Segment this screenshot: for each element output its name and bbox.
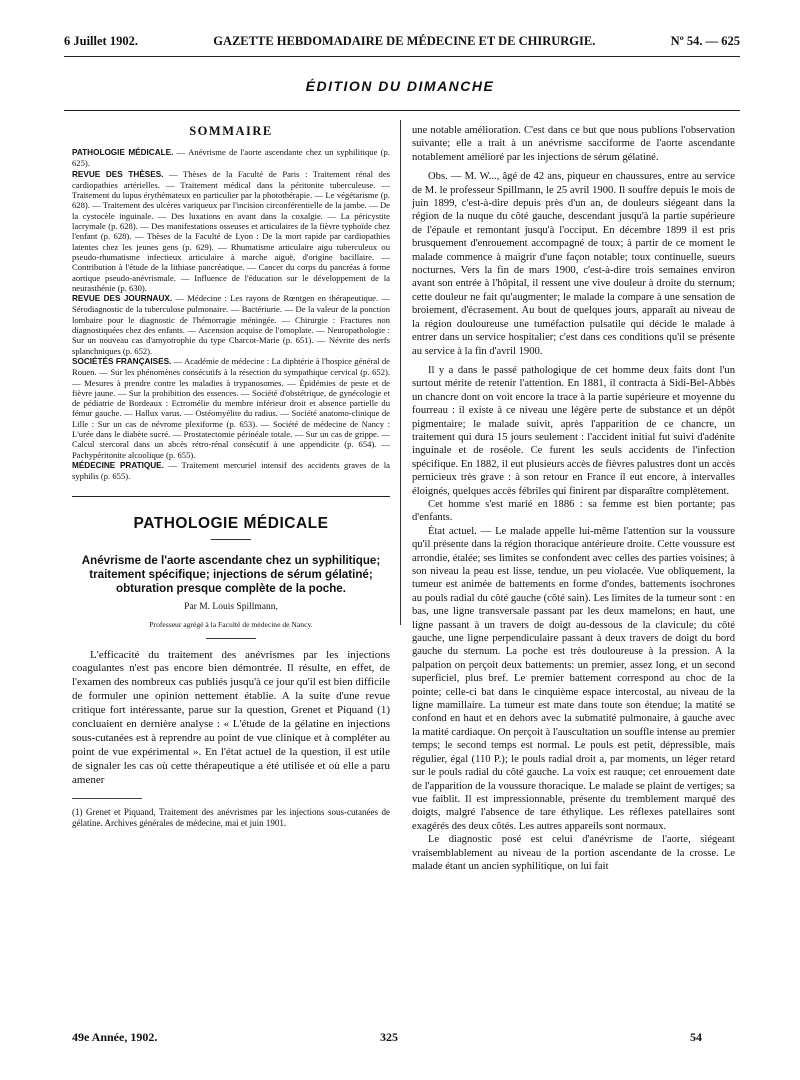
footer-page-number: 325 — [380, 1030, 398, 1044]
edition-label: ÉDITION DU DIMANCHE — [305, 78, 495, 94]
sommaire-entry-head: REVUE DES JOURNAUX. — [72, 294, 173, 304]
header-journal-title: GAZETTE HEBDOMADAIRE DE MÉDECINE ET DE CHIRURGIE. — [213, 34, 596, 48]
sommaire-entry — [72, 460, 390, 482]
sommaire-entry-head: MÉDECINE PRATIQUE. — [72, 460, 164, 470]
sommaire-entry-text: — Thèses de la Faculté de Paris : Traitement rénal des cardiopathies artérielles. — Traitement médical dans la péritonite tuberculeuse. — Traitement du lupus érythémateux en particulier par la photothérapie. — Le végétarisme (p. 628). — Traitement des ulcères variqueux par l'incision circonférentielle de la jambe. — De la cystocèle inguinale. — Des luxations en avant dans la coxalgie. — La péricystite lacrymale (p. 628). — Des manifestations osseuses et articulaires de la fièvre typhoïde chez l'enfant (p. 628). — Thèses de la Faculté de Lyon : De la mort rapide par cardiopathies latentes chez les jeunes gens (p. 629). — Rhumatisme articulaire aigu tuberculeux ou pseudo-rhumatisme infectieux articulaire à marche aiguë, d'origine bacillaire. — Contribution à l'étude de la lithiase pancréatique. — Cancer du corps du pancréas à forme aortique pseudo-anévrismale. — Influence de l'éducation sur le développement de la neurasthénie (p. 630). — [72, 168, 390, 293]
article-byline: Par M. Louis Spillmann, — [184, 601, 278, 612]
sommaire-entry-head: SOCIÉTÉS FRANÇAISES. — [72, 356, 172, 366]
sommaire-entry-text: — Traitement mercuriel intensif des accidents graves de la syphilis (p. 655). — [72, 459, 390, 482]
sommaire-entry — [72, 169, 390, 294]
sommaire-entry-text: — Anévrisme de l'aorte ascendante chez un syphilitique (p. 625). — [72, 147, 390, 169]
sommaire-entry-text: — Médecine : Les rayons de Rœntgen en thérapeutique. — Sérodiagnostic de la tuberculose pulmonaire. — Bactériurie. — De la valeur de la ponction lombaire pour le diagnostic de l'hémorragie méningée. — Chirurgie : Fractures non diagnostiquées chez des enfants. — Ascension acquise de l'omoplate. — Neuropathologie : Sur un nouveau cas d'amyotrophie du type Charcot-Marie (p. 651). — Névrite des nerfs splanchniques (p. 652). — [72, 293, 390, 356]
article-title: Anévrisme de l'aorte ascendante chez un syphilitique; traitement spécifique; injections de sérum gélatiné; obturation presque complète de la poche. — [81, 553, 381, 595]
left-column — [72, 124, 390, 829]
sommaire-entry — [72, 356, 390, 460]
current-state-paragraph: État actuel. — Le malade appelle lui-même l'attention sur la voussure qu'il présente dans la région thoracique antérieure droite. Cette voussure est arrondie, étalée; ses limites se confondent avec celles des parties voisines; à son niveau la peau est lisse, tendue, un peu violacée. Vue obliquement, la tumeur est animée de battements en forme d'ondes, battements isochrones au pouls radial du côté gauche (côté sain). Les limites de la tumeur sont : en bas, une ligne transversale passant par les deux mamelons; en haut, une ligne passant à un travers de doigt au-dessous de la clavicule; du côté gauche, une ligne perpendiculaire passant à deux travers de doigt du bord gauche du sternum. La poche est très douloureuse à la pression. A la palpation on perçoit deux battements: un premier, assez long, et un second superficiel, plus bref. Le premier battement correspond au choc de la pointe; celle-ci bat dans le cinquième espace intercostal, au niveau de la ligne mamillaire. La tumeur est mate dans toute son étendue; la matité se confond en haut et en dehors avec la submatité pulmonaire, à gauche avec la matité cardiaque. On perçoit à l'auscultation un souffle intense au premier temps; le second temps est normal. Le pouls est petit, dépressible, mais régulier, égal (110 P.); le pouls radial droit a, par moments, un léger retard sur le pouls radial du côté gauche. La voix est rauque; cet enrouement date de l'apparition de la voussure thoracique. Le malade se plaint de vertiges; sa vue faiblit. Il est impressionnable, présente du tremblement marqué des doigts, malgré l'absence de tare éthylique. Les réflexes patellaires sont exagérés des deux côtés. Les autres appareils sont normaux. — [412, 525, 735, 832]
sommaire-entry-text: — Académie de médecine : La diphtérie à l'hospice général de Rouen. — Sur les phénomènes consécutifs à la résection du sympathique cervical (p. 652). — Mesures à prendre contre les maladies à trypanosomes. — Épidémies de peste et de fièvre jaune. — Sur la prohibition des essences. — Société d'obstétrique, de gynécologie et de pédiatrie de Bordeaux : Ectromélie du membre inférieur droit et absence partielle du fémur gauche. — Hallux varus. — Ostéomyélite du radius. — Société anatomo-clinique de Lille : Sur un cas de névrome plexiforme (p. 653). — Société de médecine de Nancy : L'urée dans le diabète sucré. — Prostatectomie périnéale totale. — Sur un cas de grippe. — Calcul stercoral dans un abcès rétro-rénal consécutif à une appendicite (p. 654). — Pachypéritonite alcoolique (p. 655). — [72, 355, 390, 460]
sommaire-list — [72, 147, 390, 482]
history-paragraph: Il y a dans le passé pathologique de cet homme deux faits dont l'un surtout mérite de retenir l'attention. En 1881, il contracta à Sidi-Bel-Abbès un chancre dont on voit encore la trace à la partie supérieure et moyenne du fourreau : il existe à ce niveau une légère perte de substance et un dépôt pigmentaire; le malade suivit, après l'apparition de ce chancre, un traitement qui dura 15 jours seulement : l'accident initial fut suivi d'adénite inguinale et de roséole. Ce furent les seuls accidents de l'infection spécifique. En 1882, il eut plusieurs accès de fièvres palustres dont un accès pernicieux très grave : à son retour en France il eut encore, à intervalles éloignés, quelques accès fébriles qui finirent par disparaître complètement. — [412, 364, 735, 497]
right-column — [412, 124, 735, 873]
marriage-paragraph: Cet homme s'est marié en 1886 : sa femme est bien portante; pas d'enfants. — [412, 498, 735, 524]
footnote: (1) Grenet et Piquand, Traitement des anévrismes par les injections sous-cutanées de gélatine. Archives générales de médecine, mai et juin 1901. — [72, 806, 390, 828]
footer-year: 49e Année, 1902. — [72, 1030, 158, 1044]
section-title: PATHOLOGIE MÉDICALE — [133, 514, 329, 532]
footnote-rule — [72, 798, 142, 799]
intro-paragraph: L'efficacité du traitement des anévrismes par les injections coagulantes n'est pas encore bien démontrée. Il résulte, en effet, de l'examen des nombreux cas publiés jusqu'à ce jour qu'il est bien difficile de formuler une opinion nettement établie. A la suite d'une revue critique fort intéressante, parue sur la question, Grenet et Piquand (1) concluaient en dernière analyse : « L'étude de la gélatine en injections sous-cutanées est à reprendre au point de vue clinique et à compléter au point de vue expérimental ». En l'état actuel de la question, il est utile de signaler les cas où cette thérapeutique a été utilisée et où elle a paru amener — [72, 648, 390, 786]
column-divider — [400, 120, 401, 625]
sommaire-entry-head: REVUE DES THÈSES. — [72, 169, 164, 179]
sommaire-title: SOMMAIRE — [189, 124, 273, 138]
header-issue-number: Nº 54. — 625 — [670, 34, 740, 48]
footer-sheet-number: 54 — [690, 1030, 702, 1044]
edition-rule — [64, 110, 740, 111]
sommaire-entry — [72, 147, 390, 169]
header-date: 6 Juillet 1902. — [64, 34, 138, 48]
sommaire-entry — [72, 293, 390, 356]
running-header — [64, 34, 740, 49]
article-intro — [72, 649, 390, 788]
observation-paragraph: Obs. — M. W..., âgé de 42 ans, piqueur en chaussures, entre au service de M. le professeur Spillmann, le 25 avril 1900. Il souffre depuis le mois de juin 1899, c'est-à-dire depuis près d'un an, de douleurs siégeant dans la région de la nuque du côté gauche, descendant jusqu'à la partie supérieure de l'épaule et remontant jusqu'à l'occiput. En décembre 1899 il est pris brusquement d'enrouement accompagné de toux; à partir de ce moment le malade commence à maigrir d'une façon notable; toux continuelle, sueurs nocturnes. Vers la fin de mars 1900, c'est-à-dire trois semaines environ avant son entrée à l'hôpital, il ressent une vive douleur à droite du sternum; cette douleur ne fait qu'augmenter; le malade la compare à une sensation de broiement, d'écrasement. Au bout de quelques jours, apparaît au niveau de la région douloureuse une tuméfaction pulsatile qui décide le malade à entrer dans un service hospitalier; c'est dans ces conditions qu'il se présente au service à la fin d'avril 1900. — [412, 171, 735, 357]
header-rule — [64, 56, 740, 57]
article-rule — [206, 638, 256, 639]
section-rule — [211, 539, 251, 540]
sommaire-entry-head: PATHOLOGIE MÉDICALE. — [72, 148, 174, 157]
diagnosis-paragraph: Le diagnostic posé est celui d'anévrisme de l'aorte, siégeant vraisemblablement au niveau de la portion ascendante de la crosse. Le malade étant un ancien syphilitique, on lui fait — [412, 834, 735, 872]
sommaire-rule — [72, 496, 390, 497]
article-continuation — [412, 124, 735, 873]
continuation-paragraph: une notable amélioration. C'est dans ce but que nous publions l'observation suivante; elle a trait à un anévrisme sacciforme de l'aorte ascendante notablement amélioré par les injections de sérum gélatiné. — [412, 125, 735, 163]
author-affiliation: Professeur agrégé à la Faculté de médecine de Nancy. — [149, 619, 313, 629]
